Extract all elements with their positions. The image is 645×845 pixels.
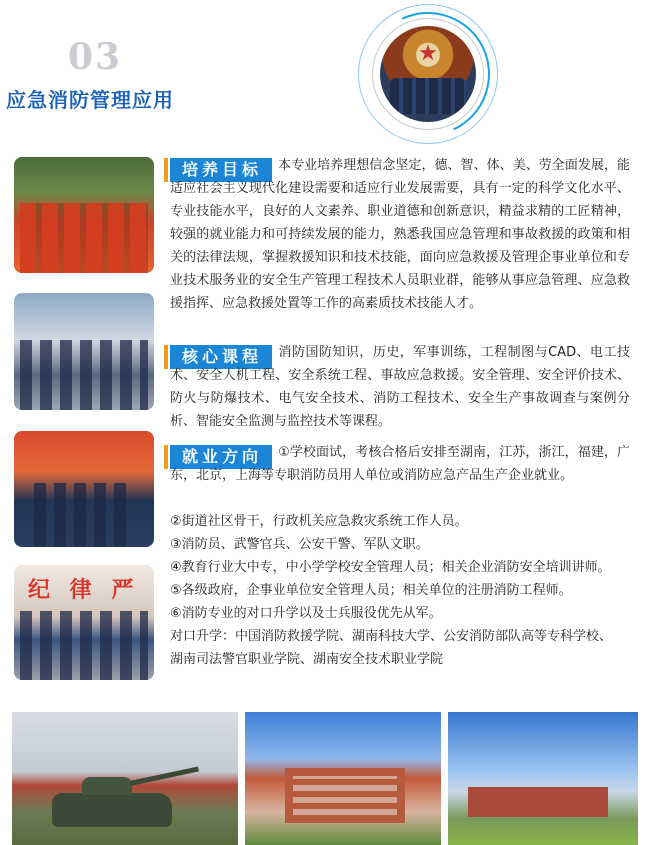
employment-item-5: ⑤各级政府，企事业单位安全管理人员；相关单位的注册消防工程师。 xyxy=(170,583,572,598)
photo-campus-tank xyxy=(12,712,238,845)
further-study-line-1: 对口升学：中国消防救援学院、湖南科技大学、公安消防部队高等专科学校、 xyxy=(170,629,613,644)
employment-item-1: ①学校面试，考核合格后安排至湖南，江苏，浙江，福建，广东，北京，上海等专职消防员用人单位或消防应急产品生产企业就业。 xyxy=(170,445,630,483)
core-courses-text: 消防国防知识，历史，军事训练，工程制图与CAD、电工技术、安全人机工程、安全系统工程、事故应急救援。安全管理、安全评价技术、防火与防爆技术、电气安全技术、消防工程技术、安全生产事故调查与案例分析、智能安全监测与监控技术等课程。 xyxy=(170,345,630,429)
photo-campus-field xyxy=(448,712,638,845)
photo-marching-cadets xyxy=(14,293,154,410)
photo-uniformed-students xyxy=(14,431,154,547)
employment-item-3: ③消防员、武警官兵、公安干警、军队文职。 xyxy=(170,537,429,552)
star-icon: ★ xyxy=(418,41,438,67)
photo-campus-building xyxy=(245,712,441,845)
section-header-core-courses: 核心课程 xyxy=(170,345,272,369)
employment-item-2: ②街道社区骨干，行政机关应急救灾系统工作人员。 xyxy=(170,514,468,529)
section-number: 03 xyxy=(68,36,123,78)
employment-item-6: ⑥消防专业的对口升学以及士兵服役优先从军。 xyxy=(170,606,442,621)
photo-firefighters-gear xyxy=(14,157,154,273)
photo-formation-drill xyxy=(14,565,154,680)
emblem-photo xyxy=(358,4,498,144)
page-title: 应急消防管理应用 xyxy=(6,88,174,112)
further-study-line-2: 湖南司法警官职业学院、湖南安全技术职业学院 xyxy=(170,652,444,667)
employment-item-4: ④教育行业大中专，中小学学校安全管理人员；相关企业消防安全培训讲师。 xyxy=(170,560,611,575)
section-header-employment: 就业方向 xyxy=(170,445,272,469)
training-goal-text: 本专业培养理想信念坚定，德、智、体、美、劳全面发展，能适应社会主义现代化建设需要和适应行业发展需要，具有一定的科学文化水平、专业技能水平，良好的人文素养、职业道德和创新意识，精益求精的工匠精神，较强的就业能力和可持续发展的能力，熟悉我国应急管理和事故救援的政策和相关的法律法规，掌握救援知识和技术技能，面向应急救援及管理企事业单位和专业技术服务业的安全生产管理工程技术人员职业群，能够从事应急管理、应急救援指挥、应急救援处置等工作的高素质技术技能人才。 xyxy=(170,158,630,311)
section-header-training-goal: 培养目标 xyxy=(170,158,272,182)
photo-sign: 纪 律 严 xyxy=(28,577,140,603)
